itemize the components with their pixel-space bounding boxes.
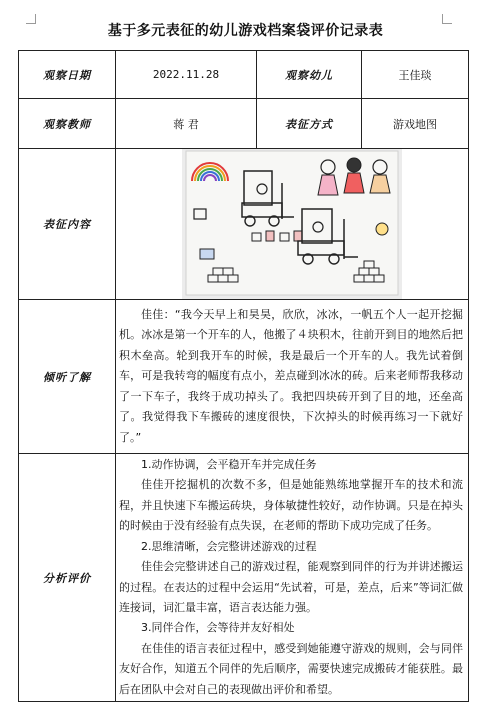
- label-representation-content: 表征内容: [19, 149, 116, 300]
- row-observation-teacher: [19, 99, 469, 149]
- row-representation-content: [19, 149, 469, 300]
- value-representation-method: 游戏地图: [362, 99, 469, 149]
- listening-content: [116, 300, 469, 454]
- listening-paragraph: 佳佳：“我今天早上和昊昊，欣欣，冰冰，一帆五个人一起开挖掘机。冰冰是第一个开车的人，他搬了４块积木，往前开到目的地然后把积木垒高。轮到我开车的时候，我是最后一个开车的人。我先试着倒车，可是我转弯的幅度有点小，差点碰到冰冰的砖。后来老师帮我移动了一下车子，我终于成功掉头了。我把四块砖开到了目的地，还垒高了。我觉得我下车搬砖的速度很快，下次掉头的时候再练习一下就好了。”: [119, 308, 463, 444]
- label-representation-method: 表征方式: [257, 99, 362, 149]
- analysis-point-1-heading: 1.动作协调，会平稳开车并完成任务: [141, 458, 317, 472]
- analysis-point-1-body: 佳佳开挖掘机的次数不多，但是她能熟练地掌握开车的技术和流程，并且快速下车搬运砖块，身体敏捷性较好，动作协调。只是在掉头的时候由于没有经验有点失误，在老师的帮助下成功完成了任务。: [119, 478, 463, 533]
- label-analysis: 分析评价: [19, 454, 116, 702]
- row-observation-date: [19, 51, 469, 99]
- value-observation-date: 2022.11.28: [116, 51, 257, 99]
- row-listening: [19, 300, 469, 454]
- label-observed-child: 观察幼儿: [257, 51, 362, 99]
- evaluation-record-table: [18, 50, 469, 702]
- label-observation-date: 观察日期: [19, 51, 116, 99]
- value-observation-teacher: 蒋 君: [116, 99, 257, 149]
- analysis-content: [116, 454, 469, 702]
- document-title: 基于多元表征的幼儿游戏档案袋评价记录表: [107, 23, 384, 39]
- analysis-point-2-body: 佳佳会完整讲述自己的游戏过程，能观察到同伴的行为并讲述搬运的过程。在表达的过程中会运用“先试着，可是，差点，后来”等词汇做连接词，词汇量丰富，语言表达能力强。: [119, 560, 463, 614]
- row-analysis: [19, 454, 469, 702]
- analysis-point-3-body: 在佳佳的语言表征过程中，感受到她能遵守游戏的规则，会与同伴友好合作，知道五个同伴的先后顺序，需要快速完成搬砖才能获胜。最后在团队中会对自己的表现做出评价和希望。: [119, 641, 463, 696]
- representation-drawing-cell: [116, 149, 469, 300]
- label-listening: 倾听了解: [19, 300, 116, 454]
- game-map-drawing: [182, 149, 402, 299]
- analysis-point-3-heading: 3.同伴合作，会等待并友好相处: [141, 621, 295, 635]
- label-observation-teacher: 观察教师: [19, 99, 116, 149]
- child-drawing-photo: [182, 149, 402, 299]
- value-observed-child: 王佳琰: [362, 51, 469, 99]
- analysis-point-2-heading: 2.思维清晰，会完整讲述游戏的过程: [141, 539, 317, 553]
